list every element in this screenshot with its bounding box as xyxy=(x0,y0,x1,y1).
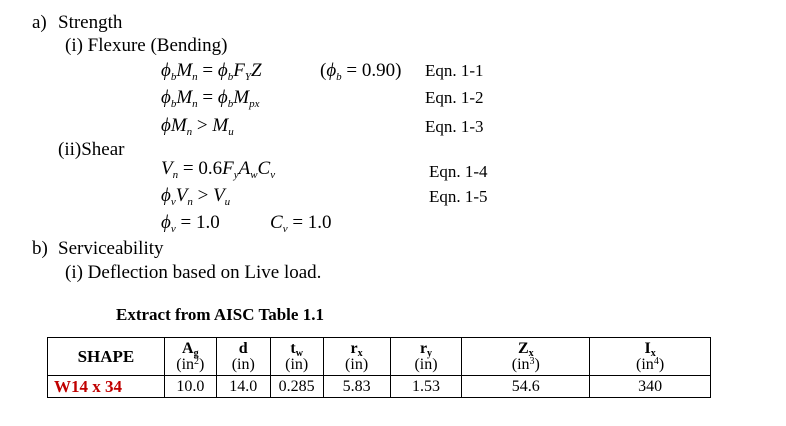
equation-ref-1-4: Eqn. 1-4 xyxy=(429,162,488,181)
column-symbol: $r_x$ xyxy=(350,339,363,359)
column-unit: (in) xyxy=(231,355,255,373)
column-header xyxy=(216,338,270,376)
column-header xyxy=(164,338,216,376)
flexure-label: (i) Flexure (Bending) xyxy=(65,35,228,56)
equation-1-3: $\phi M_n > M_u$ xyxy=(161,115,234,138)
column-unit: $(in^4)$ xyxy=(636,355,665,373)
shear-label: (ii)Shear xyxy=(58,139,125,160)
column-header xyxy=(590,338,711,376)
column-header xyxy=(462,338,590,376)
table-cell: 0.285 xyxy=(270,376,323,398)
table-cell: 1.53 xyxy=(390,376,462,398)
phi-v-value: $\phi_v = 1.0$ xyxy=(161,212,220,235)
deflection-item: (i) Deflection based on Live load. xyxy=(65,262,322,283)
column-header xyxy=(390,338,462,376)
table-cell: 5.83 xyxy=(323,376,390,398)
cv-value: $C_v = 1.0$ xyxy=(270,212,332,235)
section-b-title: Serviceability xyxy=(58,238,164,259)
aisc-table xyxy=(47,337,711,398)
column-symbol: $r_y$ xyxy=(419,339,433,359)
section-a-title: Strength xyxy=(58,12,123,33)
equation-ref-1-3: Eqn. 1-3 xyxy=(425,117,484,136)
column-symbol: d xyxy=(238,339,248,357)
column-unit: (in) xyxy=(345,355,369,373)
table-caption: Extract from AISC Table 1.1 xyxy=(116,305,324,324)
shape-name: W14 x 34 xyxy=(48,376,165,398)
column-symbol: $t_w$ xyxy=(290,339,303,359)
equation-1-5: $\phi_vV_n > V_u$ xyxy=(161,185,231,208)
column-unit: (in) xyxy=(414,355,438,373)
table-cell: 340 xyxy=(590,376,711,398)
equation-ref-1-5: Eqn. 1-5 xyxy=(429,187,488,206)
table-cell: 14.0 xyxy=(216,376,270,398)
table-cell: 54.6 xyxy=(462,376,590,398)
column-header xyxy=(270,338,323,376)
column-symbol: $Z_x$ xyxy=(517,339,534,359)
column-unit: $(in^2)$ xyxy=(176,355,205,373)
column-symbol: $I_x$ xyxy=(644,339,656,359)
equation-ref-1-1: Eqn. 1-1 xyxy=(425,61,484,80)
table-header-row xyxy=(48,338,711,376)
equation-1-1-note: $(\phi_b = 0.90)$ xyxy=(320,60,402,83)
shape-header: SHAPE xyxy=(48,338,165,376)
equation-1-4: $V_n = 0.6F_yA_wC_v$ xyxy=(161,158,276,181)
column-unit: (in) xyxy=(285,355,309,373)
column-header xyxy=(323,338,390,376)
column-symbol: $A_g$ xyxy=(182,339,199,359)
section-b-label: b) xyxy=(32,238,48,259)
equation-ref-1-2: Eqn. 1-2 xyxy=(425,88,484,107)
equation-1-1: $\phi_bM_n = \phi_bF_YZ$ xyxy=(161,60,262,83)
equation-1-2: $\phi_bM_n = \phi_bM_{px}$ xyxy=(161,87,260,110)
section-a-label: a) xyxy=(32,12,47,33)
table-cell: 10.0 xyxy=(164,376,216,398)
table-row xyxy=(48,376,711,398)
column-unit: $(in^3)$ xyxy=(511,355,540,373)
